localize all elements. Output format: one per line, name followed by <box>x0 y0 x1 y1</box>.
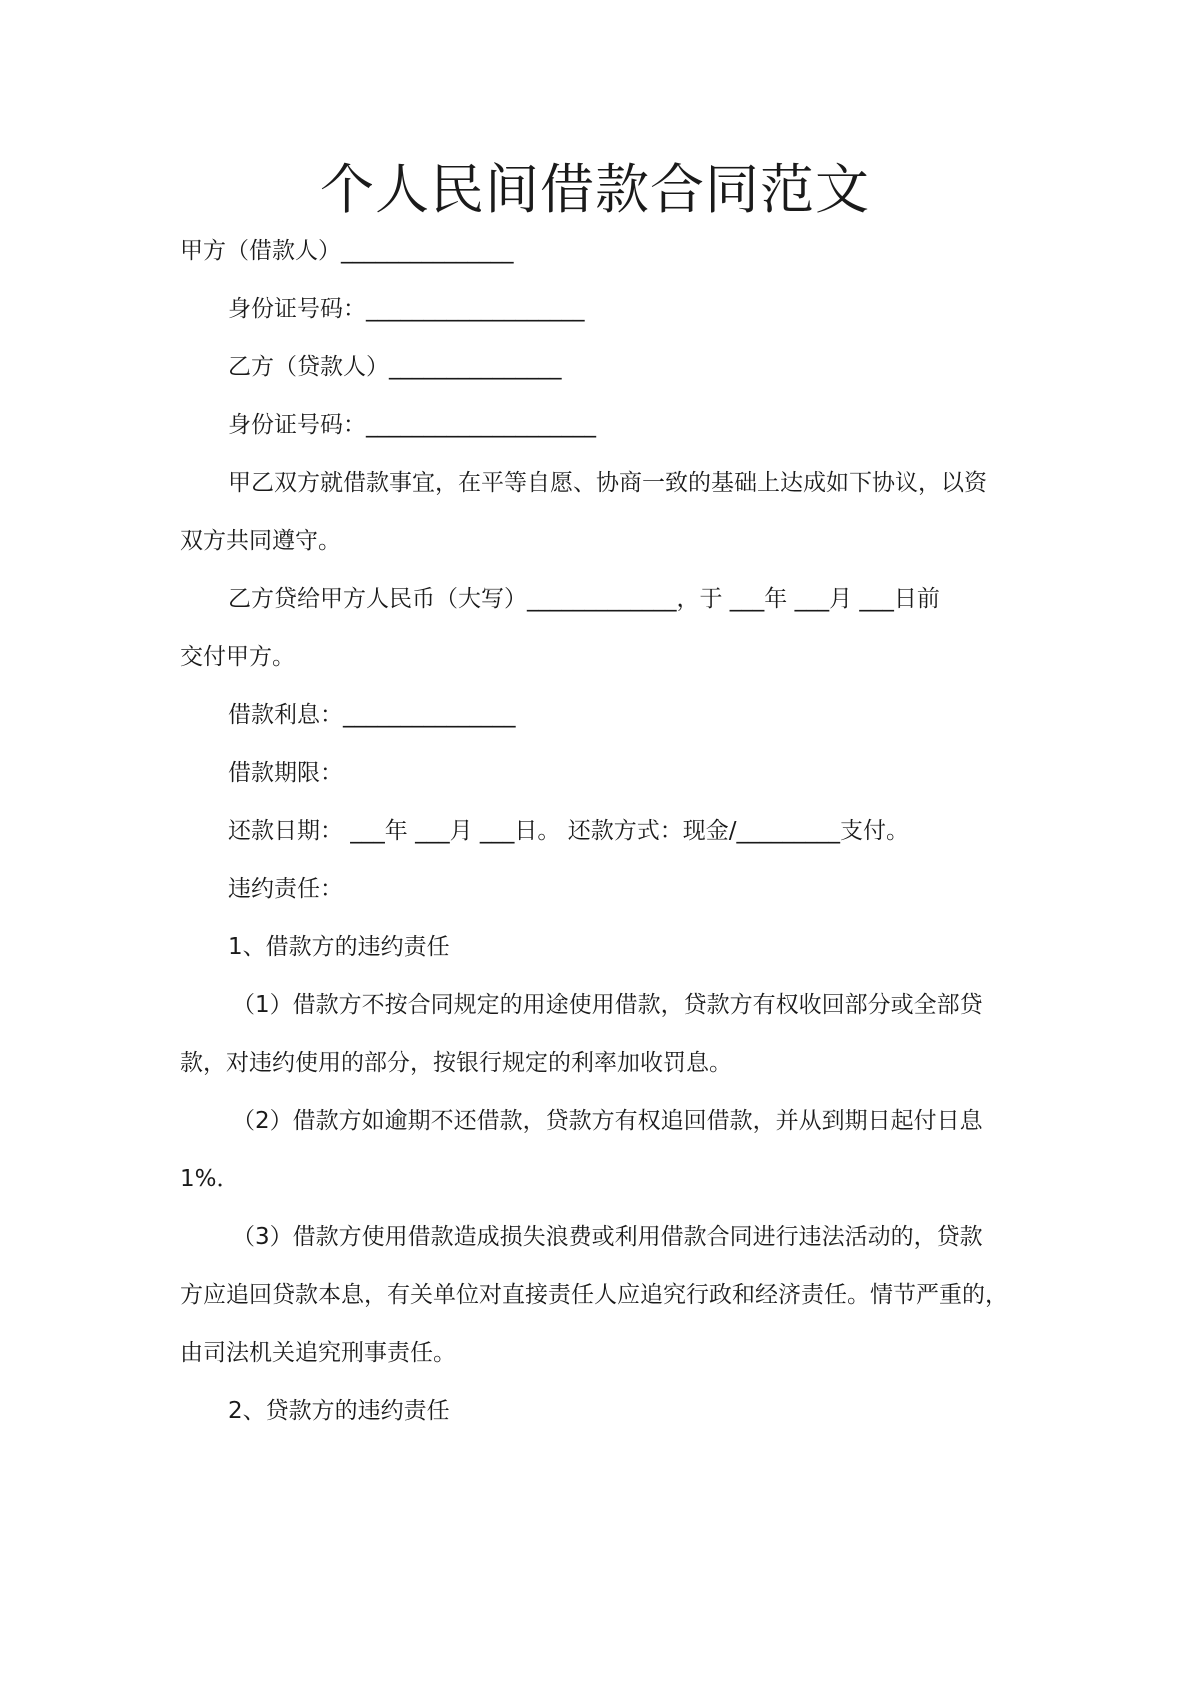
lender-liability-heading: 2、贷款方的违约责任 <box>228 1398 450 1424</box>
lender-line: 乙方（贷款人）_______________ <box>228 354 562 380</box>
repayment-line: 还款日期： ___年 ___月 ___日。 还款方式：现金/_________支付。 <box>228 818 909 844</box>
clause-3-line-1: （3）借款方使用借款造成损失浪费或利用借款合同进行违法活动的，贷款 <box>232 1224 983 1250</box>
lender-id-line: 身份证号码：____________________ <box>228 412 596 438</box>
clause-2-line-1: （2）借款方如逾期不还借款，贷款方有权追回借款，并从到期日起付日息 <box>232 1108 983 1134</box>
liability-heading: 违约责任： <box>228 876 343 902</box>
term-line: 借款期限： <box>228 760 343 786</box>
clause-3-line-2: 方应追回贷款本息，有关单位对直接责任人应追究行政和经济责任。情节严重的， <box>180 1282 1008 1308</box>
borrower-id-line: 身份证号码：___________________ <box>228 296 585 322</box>
clause-3-line-3: 由司法机关追究刑事责任。 <box>180 1340 456 1366</box>
loan-amount-line-2: 交付甲方。 <box>180 644 295 670</box>
borrower-line: 甲方（借款人）_______________ <box>180 238 514 264</box>
loan-amount-line-1: 乙方贷给甲方人民币（大写）_____________，于 ___年 ___月 ___日前 <box>228 586 940 612</box>
clause-2-line-2: 1%． <box>180 1166 240 1192</box>
agreement-intro-line-2: 双方共同遵守。 <box>180 528 341 554</box>
clause-1-line-1: （1）借款方不按合同规定的用途使用借款，贷款方有权收回部分或全部贷 <box>232 992 983 1018</box>
borrower-liability-heading: 1、借款方的违约责任 <box>228 934 450 960</box>
clause-1-line-2: 款，对违约使用的部分，按银行规定的利率加收罚息。 <box>180 1050 732 1076</box>
agreement-intro-line-1: 甲乙双方就借款事宜，在平等自愿、协商一致的基础上达成如下协议，以资 <box>228 470 987 496</box>
document-title: 个人民间借款合同范文 <box>320 158 870 221</box>
interest-line: 借款利息：_______________ <box>228 702 516 728</box>
